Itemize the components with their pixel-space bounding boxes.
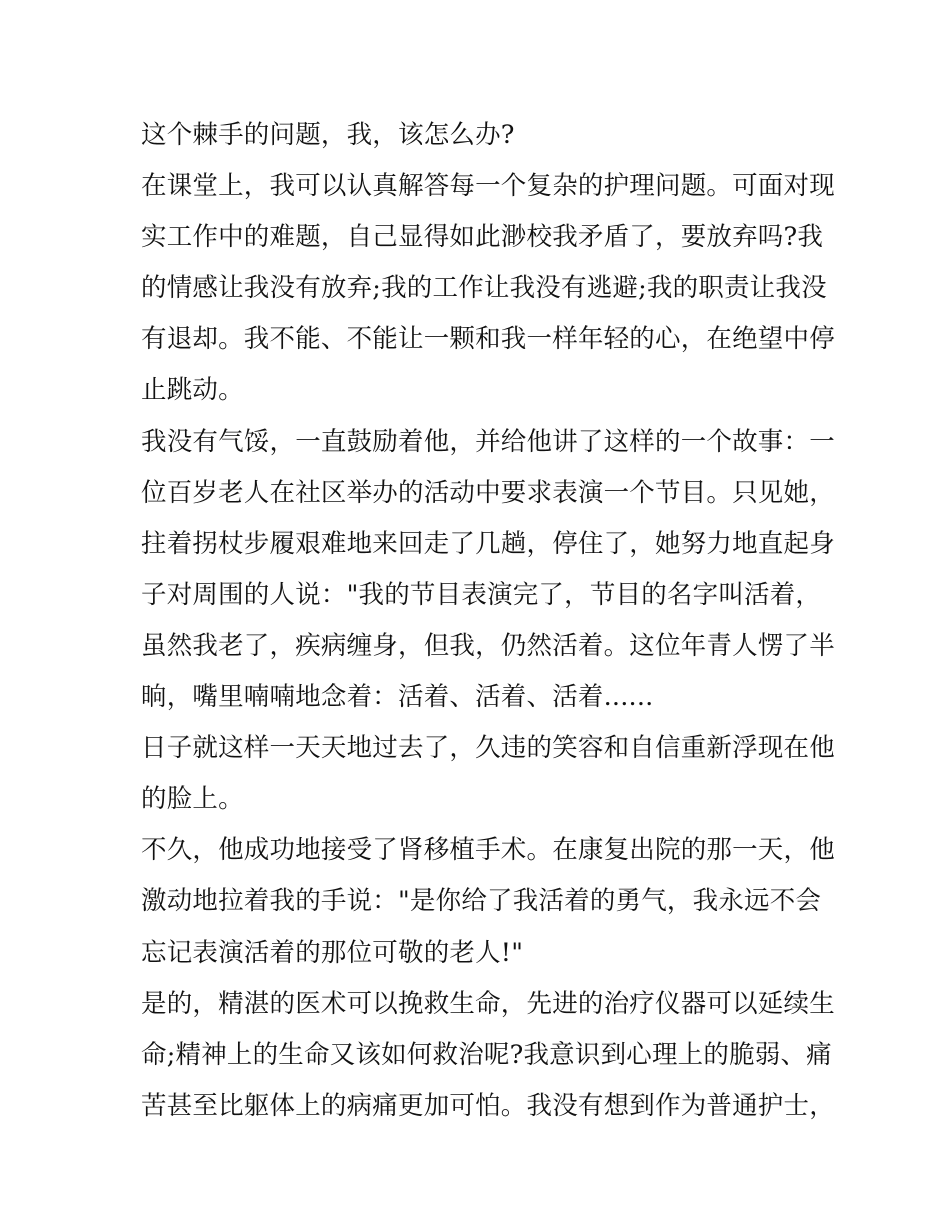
text-line: 不久，他成功地接受了肾移植手术。在康复出院的那一天，他 <box>141 835 835 866</box>
text-line: 在课堂上，我可以认真解答每一个复杂的护理问题。可面对现 <box>141 171 835 202</box>
text-line: 忘记表演活着的那位可敬的老人!" <box>141 937 524 968</box>
text-line: 有退却。我不能、不能让一颗和我一样年轻的心，在绝望中停 <box>141 324 835 355</box>
text-line: 位百岁老人在社区举办的活动中要求表演一个节目。只见她， <box>141 477 835 508</box>
text-line: 拄着拐杖步履艰难地来回走了几趟，停住了，她努力地直起身 <box>141 528 835 559</box>
text-line: 止跳动。 <box>141 375 244 406</box>
text-line: 日子就这样一天天地过去了，久违的笑容和自信重新浮现在他 <box>141 733 835 764</box>
text-line: 子对周围的人说："我的节目表演完了，节目的名字叫活着， <box>141 579 822 610</box>
document-body <box>141 110 835 1132</box>
text-line: 苦甚至比躯体上的病痛更加可怕。我没有想到作为普通护士， <box>141 1090 835 1121</box>
text-line: 实工作中的难题，自己显得如此渺校我矛盾了，要放弃吗?我 <box>141 222 824 253</box>
text-line: 这个棘手的问题，我，该怎么办? <box>141 120 515 150</box>
text-line: 激动地拉着我的手说："是你给了我活着的勇气，我永远不会 <box>141 886 822 917</box>
text-line: 的脸上。 <box>141 784 244 815</box>
text-line: 命;精神上的生命又该如何救治呢?我意识到心理上的脆弱、痛 <box>141 1039 832 1070</box>
text-line: 我没有气馁，一直鼓励着他，并给他讲了这样的一个故事：一 <box>141 426 835 457</box>
text-line: 是的，精湛的医术可以挽救生命，先进的治疗仪器可以延续生 <box>141 988 835 1019</box>
text-line: 的情感让我没有放弃;我的工作让我没有逃避;我的职责让我没 <box>141 273 827 304</box>
text-line: 虽然我老了，疾病缠身，但我，仍然活着。这位年青人愣了半 <box>141 630 835 661</box>
text-line: 晌，嘴里喃喃地念着：活着、活着、活着...... <box>141 682 654 713</box>
